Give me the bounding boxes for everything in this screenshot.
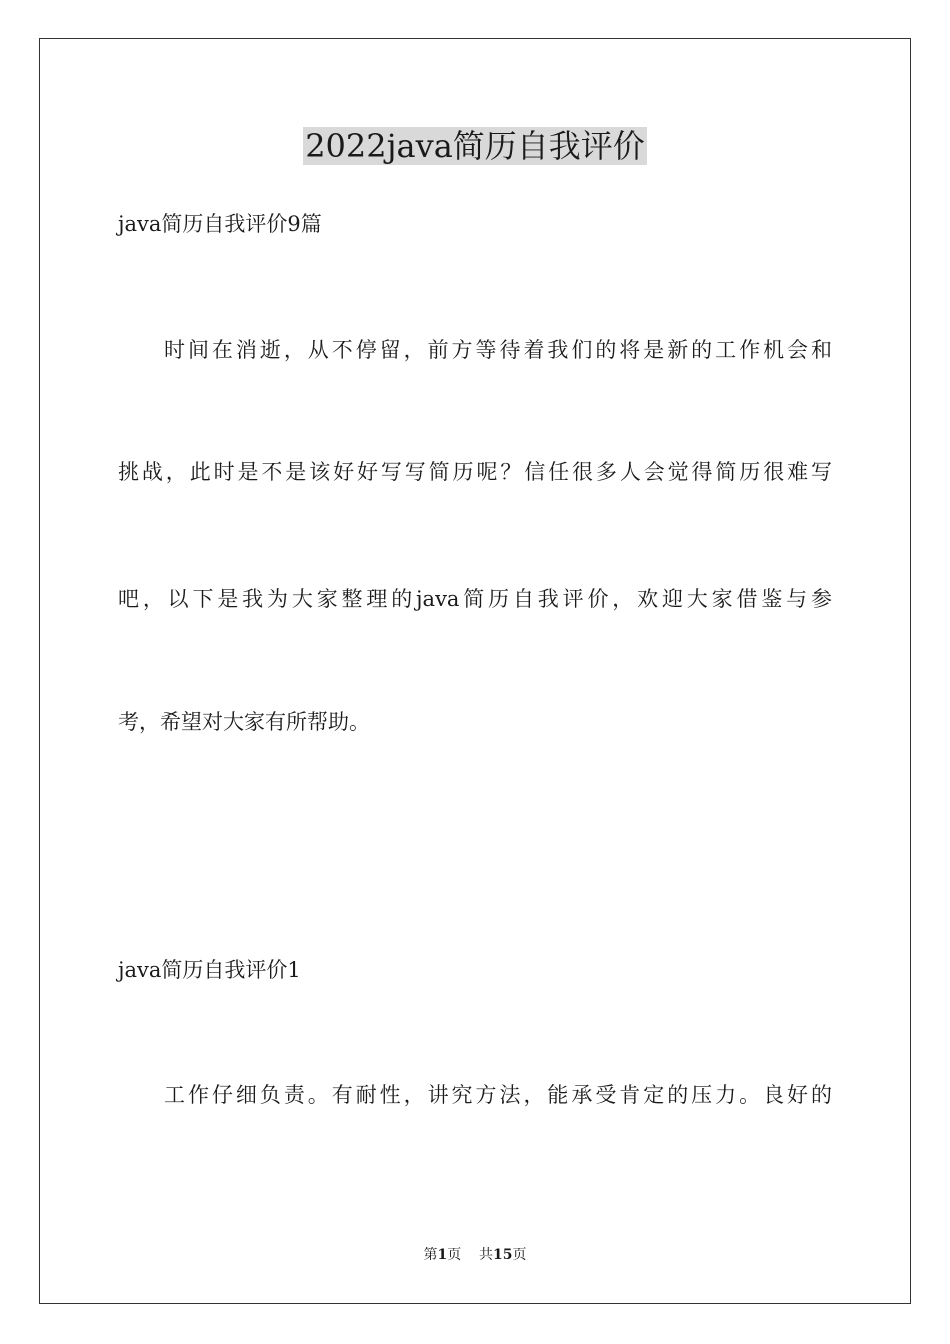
- document-title: [0, 124, 950, 168]
- intro-line-3: 吧，以下是我为大家整理的java简历自我评价，欢迎大家借鉴与参: [118, 587, 832, 611]
- page-footer: [0, 1245, 950, 1265]
- footer-total-prefix: 共: [479, 1247, 494, 1263]
- footer-total-pages: 15: [493, 1247, 513, 1263]
- footer-total-unit: 页: [512, 1247, 527, 1263]
- intro-line-1: 时间在消逝，从不停留，前方等待着我们的将是新的工作机会和: [164, 338, 832, 362]
- intro-line-2: 挑战，此时是不是该好好写写简历呢？信任很多人会觉得简历很难写: [118, 460, 832, 484]
- footer-page-unit: 页: [447, 1247, 462, 1263]
- document-title-text: 2022java简历自我评价: [305, 127, 645, 165]
- document-subtitle: java简历自我评价9篇: [118, 212, 322, 236]
- footer-page-prefix: 第: [423, 1247, 438, 1263]
- footer-page-number: 1: [437, 1247, 448, 1263]
- section-line-1: 工作仔细负责。有耐性，讲究方法，能承受肯定的压力。良好的: [164, 1083, 832, 1107]
- intro-line-4: 考，希望对大家有所帮助。: [118, 710, 370, 734]
- section-heading: java简历自我评价1: [118, 958, 301, 982]
